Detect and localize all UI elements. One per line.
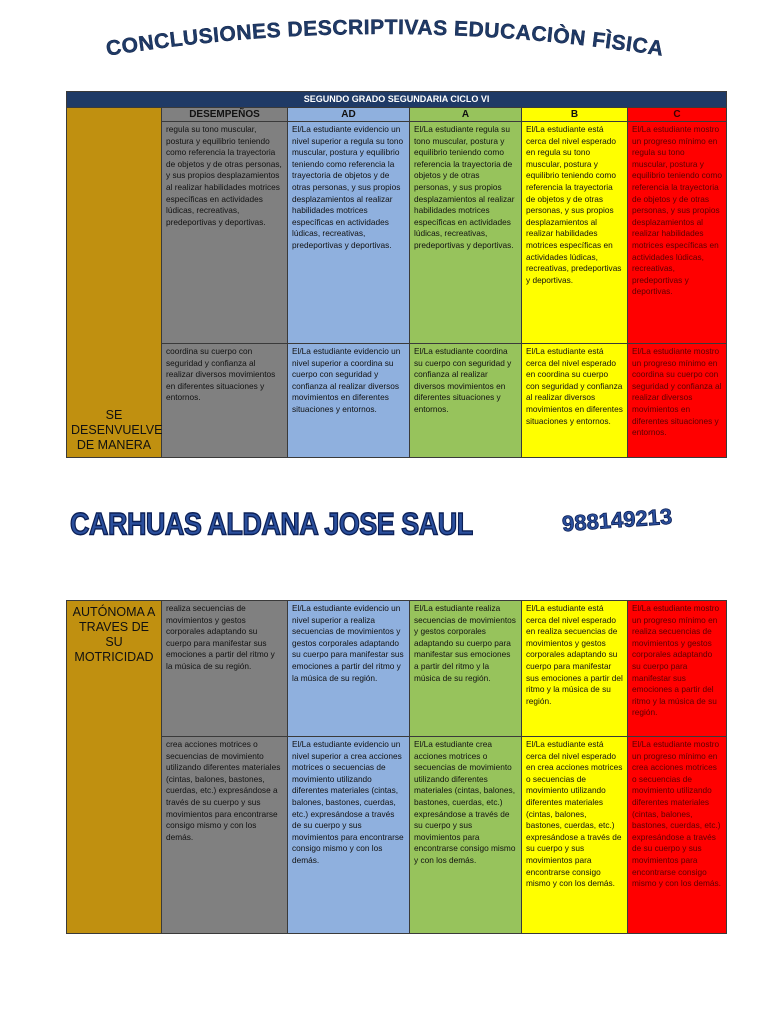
level-a-cell: El/La estudiante regula su tono muscular, postura y equilibrio teniendo como referencia la trayectoria de objetos y de otras personas, y sus propios desplazamientos al realizar habilidades motrices específicas en actividades lúdicas, recreativas, predeportivas y deportivas.: [410, 122, 522, 344]
level-a-cell: El/La estudiante realiza secuencias de movimientos y gestos corporales adaptando su cuerpo para manifestar sus emociones a partir del ritmo y la música de su región.: [410, 601, 522, 737]
level-c-cell: El/La estudiante mostro un progreso mínimo en coordina su cuerpo con seguridad y confianza al realizar diversos movimientos en diferentes situaciones y entornos.: [628, 344, 727, 458]
level-b-cell: El/La estudiante está cerca del nivel esperado en coordina su cuerpo con seguridad y confianza al realizar diversos movimientos en diferentes situaciones y entornos.: [522, 344, 628, 458]
level-b-cell: El/La estudiante está cerca del nivel esperado en realiza secuencias de movimientos y gestos corporales adaptando su cuerpo para manifestar sus emociones a partir del ritmo y la música de su región.: [522, 601, 628, 737]
grade-header: SEGUNDO GRADO SEGUNDARIA CICLO VI: [67, 92, 727, 108]
col-header-desempenos: DESEMPEÑOS: [162, 108, 288, 122]
page-title: [80, 14, 690, 74]
level-ad-cell: El/La estudiante evidencio un nivel superior a coordina su cuerpo con seguridad y confianza al realizar diversos movimientos en diferentes situaciones y entornos.: [288, 344, 410, 458]
col-header-a: A: [410, 108, 522, 122]
level-c-cell: El/La estudiante mostro un progreso mínimo en regula su tono muscular, postura y equilibrio teniendo como referencia la trayectoria de objetos y de otras personas, y sus propios desplazamientos al realizar habilidades motrices específicas en actividades lúdicas, recreativas, predeportivas y deportivas.: [628, 122, 727, 344]
desempeno-cell: regula su tono muscular, postura y equilibrio teniendo como referencia la trayectoria de objetos y de otras personas, y sus propios desplazamientos al realizar habilidades motrices específicas en actividades lúdicas, recreativas, predeportivas y deportivas.: [162, 122, 288, 344]
level-c-cell: El/La estudiante mostro un progreso mínimo en realiza secuencias de movimientos y gestos corporales adaptando su cuerpo para manifestar sus emociones a partir del ritmo y la música de su región.: [628, 601, 727, 737]
phone-number: [560, 500, 673, 540]
level-ad-cell: El/La estudiante evidencio un nivel superior a realiza secuencias de movimientos y gestos corporales adaptando su cuerpo para manifestar sus emociones a partir del ritmo y la música de su región.: [288, 601, 410, 737]
competency-label-part1: SE DESENVUELVE DE MANERA: [67, 108, 162, 458]
level-c-cell: El/La estudiante mostro un progreso mínimo en crea acciones motrices o secuencias de movimiento utilizando diferentes materiales (cintas, balones, bastones, cuerdas, etc.) expresándose a través de su cuerpo y sus movimientos para encontrarse consigo mismo y con los demás.: [628, 737, 727, 934]
col-header-c: C: [628, 108, 727, 122]
desempeno-cell: crea acciones motrices o secuencias de movimiento utilizando diferentes materiales (cintas, balones, bastones, cuerdas, etc.) expresándose a través de su cuerpo y sus movimientos para encontrarse consigo mismo y con los demás.: [162, 737, 288, 934]
level-b-cell: El/La estudiante está cerca del nivel esperado en regula su tono muscular, postura y equilibrio teniendo como referencia la trayectoria de objetos y de otras personas, y sus propios desplazamientos al realizar habilidades motrices específicas en actividades lúdicas, recreativas, predeportivas y deportivas.: [522, 122, 628, 344]
desempeno-cell: coordina su cuerpo con seguridad y confianza al realizar diversos movimientos en diferentes situaciones y entornos.: [162, 344, 288, 458]
level-ad-cell: El/La estudiante evidencio un nivel superior a crea acciones motrices o secuencias de movimiento utilizando diferentes materiales (cintas, balones, bastones, cuerdas, etc.) expresándose a través de su cuerpo y sus movimientos para encontrarse consigo mismo y con los demás.: [288, 737, 410, 934]
svg-text:CARHUAS ALDANA JOSE SAUL: CARHUAS ALDANA JOSE SAUL: [70, 507, 473, 542]
desempeno-cell: realiza secuencias de movimientos y gestos corporales adaptando su cuerpo para manifestar sus emociones a partir del ritmo y la música de su región.: [162, 601, 288, 737]
col-header-b: B: [522, 108, 628, 122]
author-name: [66, 500, 473, 546]
col-header-ad: AD: [288, 108, 410, 122]
svg-text:988149213: 988149213: [561, 503, 673, 537]
svg-text:CONCLUSIONES DESCRIPTIVAS EDUC: CONCLUSIONES DESCRIPTIVAS EDUCACIÒN FÌSICA: [104, 15, 666, 61]
level-ad-cell: El/La estudiante evidencio un nivel superior a regula su tono muscular, postura y equilibrio teniendo como referencia la trayectoria de objetos y de otras personas, y sus propios desplazamientos al realizar habilidades motrices específicas en actividades lúdicas, recreativas, predeportivas y deportivas.: [288, 122, 410, 344]
conclusions-table-bottom: [66, 600, 727, 934]
level-b-cell: El/La estudiante está cerca del nivel esperado en crea acciones motrices o secuencias de movimiento utilizando diferentes materiales (cintas, balones, bastones, cuerdas, etc.) expresándose a través de su cuerpo y sus movimientos para encontrarse consigo mismo y con los demás.: [522, 737, 628, 934]
conclusions-table-top: [66, 91, 727, 458]
level-a-cell: El/La estudiante coordina su cuerpo con seguridad y confianza al realizar diversos movimientos en diferentes situaciones y entornos.: [410, 344, 522, 458]
competency-label-part2: AUTÓNOMA A TRAVES DE SU MOTRICIDAD: [67, 601, 162, 934]
level-a-cell: El/La estudiante crea acciones motrices o secuencias de movimiento utilizando diferentes materiales (cintas, balones, bastones, cuerdas, etc.) expresándose a través de su cuerpo y sus movimientos para encontrarse consigo mismo y con los demás.: [410, 737, 522, 934]
